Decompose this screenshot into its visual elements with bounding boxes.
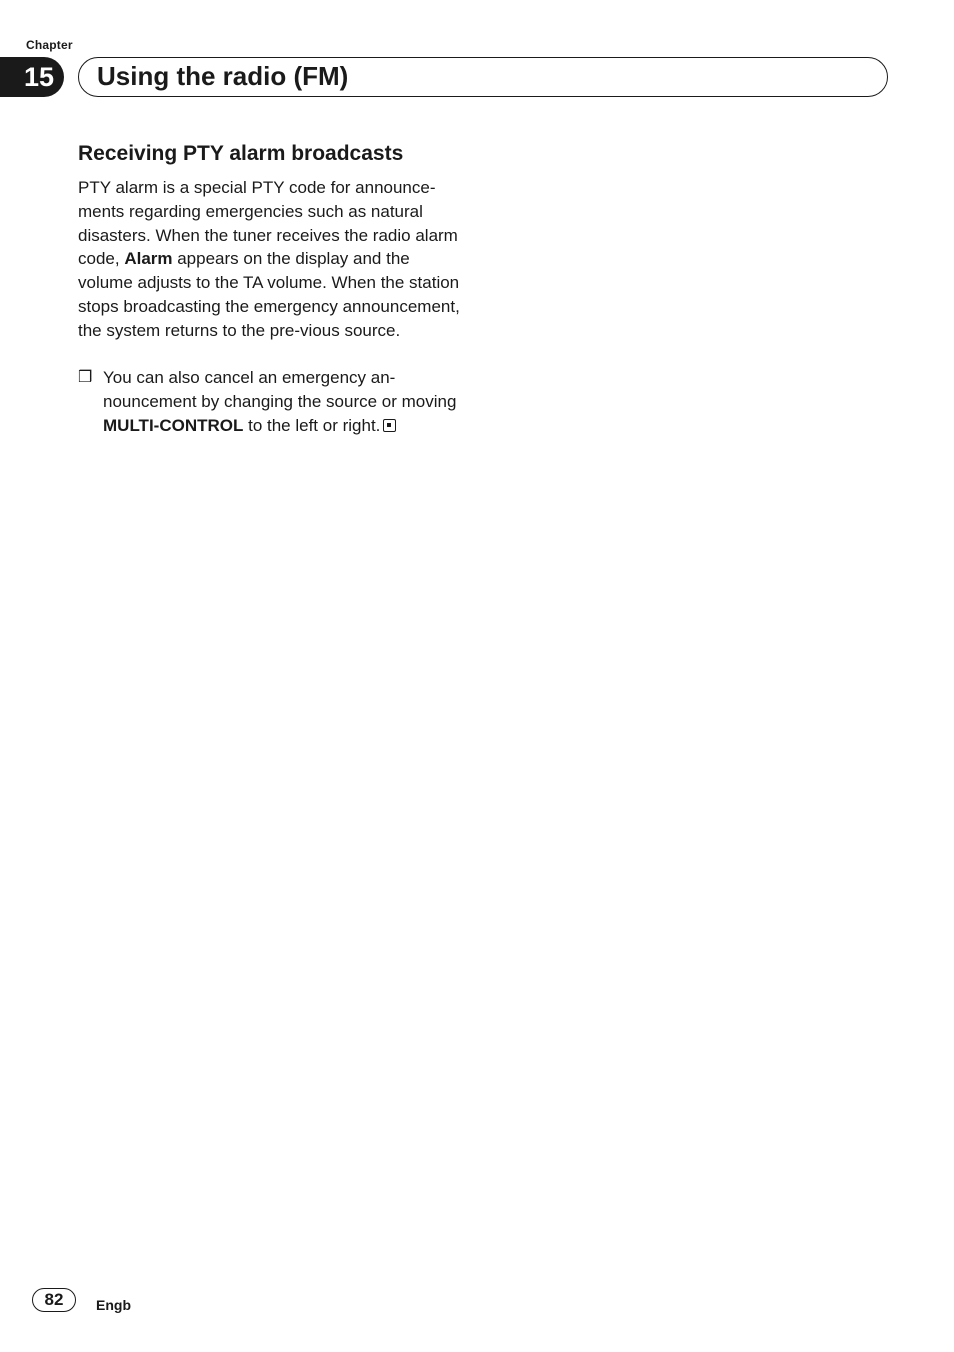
note-text (103, 366, 468, 437)
end-of-section-icon (383, 419, 396, 432)
note-item (78, 366, 468, 437)
chapter-title-box (78, 57, 888, 97)
note-text-part-1: You can also cancel an emergency an-nouncement by changing the source or moving (103, 368, 457, 411)
chapter-title: Using the radio (FM) (97, 61, 349, 91)
chapter-number-tab: 15 (0, 57, 64, 97)
body-text-part-2: appears on the display and the volume adjusts to the TA volume. When the station stops broadcasting the emergency announcement, the system returns to the pre-vious source. (78, 249, 460, 340)
body-paragraph (78, 176, 468, 343)
multi-control-emphasis: MULTI-CONTROL (103, 415, 244, 435)
note-checkbox-icon: ❒ (78, 369, 93, 386)
alarm-emphasis: Alarm (124, 249, 173, 269)
body-text-part-1: PTY alarm is a special PTY code for announce-ments regarding emergencies such as natural disasters. When the tuner receives the radio alarm code, (78, 178, 458, 269)
section-heading: Receiving PTY alarm broadcasts (78, 142, 404, 165)
language-code: Engb (96, 1297, 131, 1313)
note-text-part-2: to the left or right. (243, 415, 381, 435)
chapter-label: Chapter (26, 38, 73, 52)
page-number: 82 (32, 1288, 76, 1312)
